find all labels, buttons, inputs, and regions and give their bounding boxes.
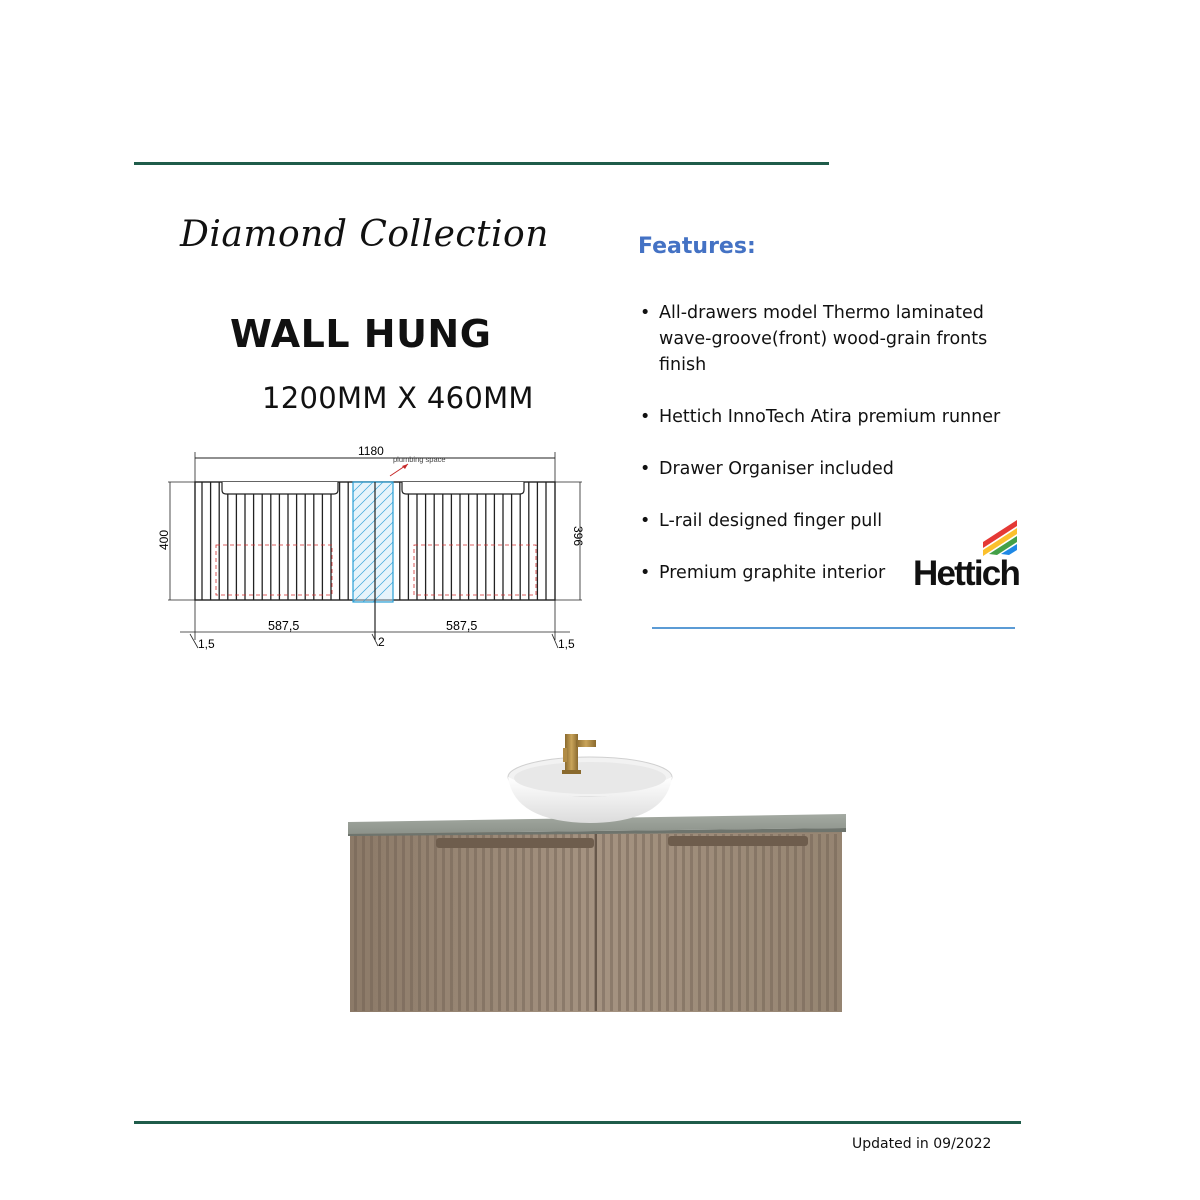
wood-flute: [666, 834, 669, 1011]
features-underline: [652, 627, 1015, 629]
wood-flute: [394, 834, 397, 1011]
wood-flute: [402, 834, 405, 1011]
wood-flute: [482, 834, 485, 1011]
collection-name: Diamond Collection: [180, 214, 549, 255]
drawer-width-left-label: 587,5: [268, 619, 300, 633]
wood-flute: [730, 834, 733, 1011]
vanity-photo: [340, 722, 850, 1017]
wood-flute: [690, 834, 693, 1011]
feature-item: • Premium graphite interior: [638, 560, 1018, 586]
bottom-divider: [134, 1121, 1021, 1124]
wood-flute: [530, 834, 533, 1011]
wood-flute: [570, 834, 573, 1011]
height-right-label: 396: [571, 526, 585, 547]
wood-flute: [682, 834, 685, 1011]
wood-flute: [506, 834, 509, 1011]
wood-flute: [522, 834, 525, 1011]
wood-flute: [426, 834, 429, 1011]
wood-flute: [602, 834, 605, 1011]
gap-left-label: 1,5: [198, 637, 215, 651]
wood-flute: [466, 834, 469, 1011]
hettich-logo: [913, 516, 1031, 594]
wood-flute: [410, 834, 413, 1011]
wood-flute: [490, 834, 493, 1011]
wood-flute: [450, 834, 453, 1011]
top-divider: [134, 162, 829, 165]
wood-flute: [442, 834, 445, 1011]
wood-flute: [722, 834, 725, 1011]
feature-item: • Hettich InnoTech Atira premium runner: [638, 404, 1018, 430]
wood-flute: [762, 834, 765, 1011]
wood-flute: [546, 834, 549, 1011]
wood-flute: [650, 834, 653, 1011]
wood-flute: [794, 834, 797, 1011]
plumbing-space-label: plumbing space: [393, 455, 446, 464]
wood-flute: [514, 834, 517, 1011]
wood-flute: [378, 834, 381, 1011]
product-mount-type: WALL HUNG: [230, 312, 492, 356]
wood-flute: [738, 834, 741, 1011]
wood-flute: [834, 834, 837, 1011]
wood-flute: [706, 834, 709, 1011]
wood-flute: [674, 834, 677, 1011]
wood-flute: [458, 834, 461, 1011]
wood-flute: [770, 834, 773, 1011]
wood-flute: [370, 834, 373, 1011]
wood-flute: [698, 834, 701, 1011]
product-dimensions: 1200MM X 460MM: [262, 381, 534, 415]
height-left-label: 400: [157, 529, 171, 550]
wood-flute: [786, 834, 789, 1011]
wood-flute: [418, 834, 421, 1011]
wood-flute: [714, 834, 717, 1011]
features-heading: Features:: [638, 234, 756, 259]
wood-flute: [562, 834, 565, 1011]
wood-flute: [754, 834, 757, 1011]
wood-flute: [578, 834, 581, 1011]
wood-flute: [586, 834, 589, 1011]
wood-flute: [658, 834, 661, 1011]
wood-flute: [642, 834, 645, 1011]
wood-flute: [810, 834, 813, 1011]
wood-flute: [802, 834, 805, 1011]
drawer-width-right-label: 587,5: [446, 619, 478, 633]
feature-item: • All-drawers model Thermo laminated wave-groove(front) wood-grain fronts finish: [638, 300, 1018, 378]
wood-flute: [362, 834, 365, 1011]
wood-flute: [626, 834, 629, 1011]
wood-flute: [538, 834, 541, 1011]
technical-drawing: [150, 440, 600, 662]
wood-flute: [554, 834, 557, 1011]
wood-flute: [818, 834, 821, 1011]
overall-width-label: 1180: [358, 444, 384, 458]
wood-flute: [610, 834, 613, 1011]
wood-flute: [778, 834, 781, 1011]
wood-flute: [354, 834, 357, 1011]
gap-right-label: 1,5: [558, 637, 575, 651]
wood-flute: [634, 834, 637, 1011]
updated-date: Updated in 09/2022: [852, 1136, 992, 1152]
wood-flute: [386, 834, 389, 1011]
gap-center-label: 2: [378, 635, 385, 649]
wood-flute: [746, 834, 749, 1011]
wood-flute: [618, 834, 621, 1011]
wood-flute: [498, 834, 501, 1011]
wood-flute: [434, 834, 437, 1011]
hettich-logo-text: Hettich: [913, 554, 1020, 593]
feature-item: • Drawer Organiser included: [638, 456, 1018, 482]
wood-flute: [826, 834, 829, 1011]
wood-flute: [474, 834, 477, 1011]
feature-item: • L-rail designed finger pull: [638, 508, 1018, 534]
